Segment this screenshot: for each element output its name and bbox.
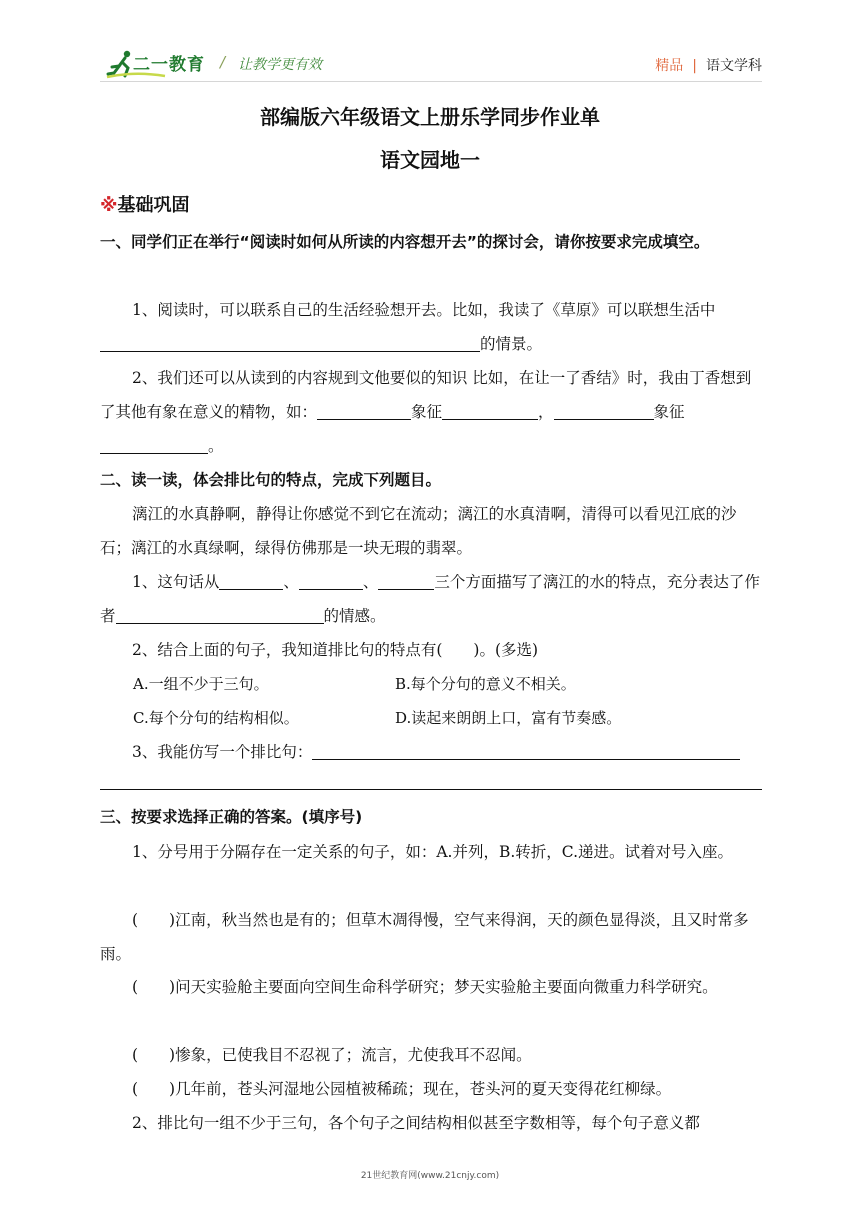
question-1-item-2 bbox=[100, 361, 762, 463]
question-2-item-3 bbox=[100, 735, 762, 769]
question-2-passage: 漓江的水真静啊，静得让你感觉不到它在流动；漓江的水真清啊，清得可以看见江底的沙石；漓江的水真绿啊，绿得仿佛那是一块无瑕的翡翠。 bbox=[100, 505, 737, 557]
answer-blank[interactable] bbox=[442, 401, 538, 420]
q1-item2-symbol-2: 象征 bbox=[653, 403, 685, 421]
question-1-heading: 一、同学们正在举行“阅读时如何从所读的内容想开去”的探讨会，请你按要求完成填空。 bbox=[100, 233, 710, 251]
sentence-4: ( )几年前，苍头河湿地公园植被稀疏；现在，苍头河的夏天变得花红柳绿。 bbox=[132, 1080, 672, 1098]
section-heading-text: 基础巩固 bbox=[117, 195, 190, 216]
option-a: A.一组不少于三句。 bbox=[133, 675, 269, 693]
answer-blank[interactable] bbox=[100, 435, 208, 454]
sentence-3: ( )惨象，已使我目不忍视了；流言，尤使我耳不忍闻。 bbox=[132, 1046, 532, 1064]
reference-mark-icon: ※ bbox=[100, 195, 118, 216]
answer-blank[interactable] bbox=[312, 741, 740, 760]
q2-item1-sep: 、 bbox=[283, 573, 299, 591]
answer-blank[interactable] bbox=[317, 401, 411, 420]
answer-blank[interactable] bbox=[299, 571, 363, 590]
sentence-1: ( )江南，秋当然也是有的；但草木凋得慢，空气来得润，天的颜色显得淡，且又时常多雨。 bbox=[100, 911, 749, 963]
question-2-item-1 bbox=[100, 565, 762, 633]
q1-item1-text: 1、阅读时，可以联系自己的生活经验想开去。比如，我读了《草原》可以联想生活中 bbox=[132, 301, 716, 319]
subject-tag: 语文学科 bbox=[706, 58, 762, 74]
question-2-item-2: 2、结合上面的句子，我知道排比句的特点有( )。(多选) bbox=[132, 641, 539, 659]
option-d: D.读起来朗朗上口，富有节奏感。 bbox=[395, 709, 622, 727]
answer-blank[interactable] bbox=[378, 571, 434, 590]
logo-text: 二一教育 bbox=[133, 55, 205, 75]
header-divider: / bbox=[220, 53, 226, 71]
q2-item1-sep: 、 bbox=[362, 573, 379, 591]
page-header bbox=[100, 44, 762, 82]
q1-item2-comma: ， bbox=[538, 403, 554, 421]
q2-item3-text: 3、我能仿写一个排比句： bbox=[132, 743, 313, 761]
question-3-heading: 三、按要求选择正确的答案。(填序号) bbox=[100, 808, 363, 826]
header-rule bbox=[100, 81, 762, 82]
slogan: 让教学更有效 bbox=[238, 57, 322, 73]
q1-item2-symbol-1: 象征 bbox=[411, 403, 443, 421]
option-c: C.每个分句的结构相似。 bbox=[133, 709, 299, 727]
q1-item2-text: 2、我们还可以从读到的内容规到文他要似的知识 比如，在让一了香结》时，我由丁香想到了其他有象在意义的精物，如： bbox=[100, 369, 752, 421]
q1-item2-period: 。 bbox=[208, 437, 224, 455]
section-heading bbox=[100, 191, 190, 217]
page-title: 部编版六年级语文上册乐学同步作业单 bbox=[260, 105, 600, 129]
header-tags bbox=[655, 55, 762, 75]
q2-item1-suffix: 的情感。 bbox=[323, 607, 386, 625]
q2-item1-middle: 三个方面描写了漓江的水的特点，充分表达了作者 bbox=[100, 573, 760, 625]
sentence-2: ( )问天实验舱主要面向空间生命科学研究；梦天实验舱主要面向微重力科学研究。 bbox=[132, 978, 718, 996]
answer-line[interactable] bbox=[100, 789, 762, 790]
tag-separator: | bbox=[692, 58, 697, 74]
question-3-item-2: 2、排比句一组不少于三句，各个句子之间结构相似甚至字数相等，每个句子意义都 bbox=[132, 1114, 700, 1132]
page-subtitle: 语文园地一 bbox=[380, 148, 480, 172]
quality-tag: 精品 bbox=[655, 58, 684, 74]
question-3-item-1: 1、分号用于分隔存在一定关系的句子，如：A.并列，B.转折，C.递进。试着对号入座。 bbox=[132, 843, 734, 861]
page-footer: 21世纪教育网(www.21cnjy.com) bbox=[360, 1171, 500, 1181]
q2-item1-text: 1、这句话从 bbox=[132, 573, 220, 591]
answer-blank[interactable] bbox=[116, 605, 324, 624]
answer-blank[interactable] bbox=[100, 333, 480, 352]
answer-blank[interactable] bbox=[219, 571, 283, 590]
question-1-item-1 bbox=[100, 293, 762, 361]
option-b: B.每个分句的意义不相关。 bbox=[395, 675, 576, 693]
question-2-heading: 二、读一读，体会排比句的特点，完成下列题目。 bbox=[100, 471, 442, 489]
q1-item1-suffix: 的情景。 bbox=[480, 335, 543, 353]
answer-blank[interactable] bbox=[554, 401, 654, 420]
